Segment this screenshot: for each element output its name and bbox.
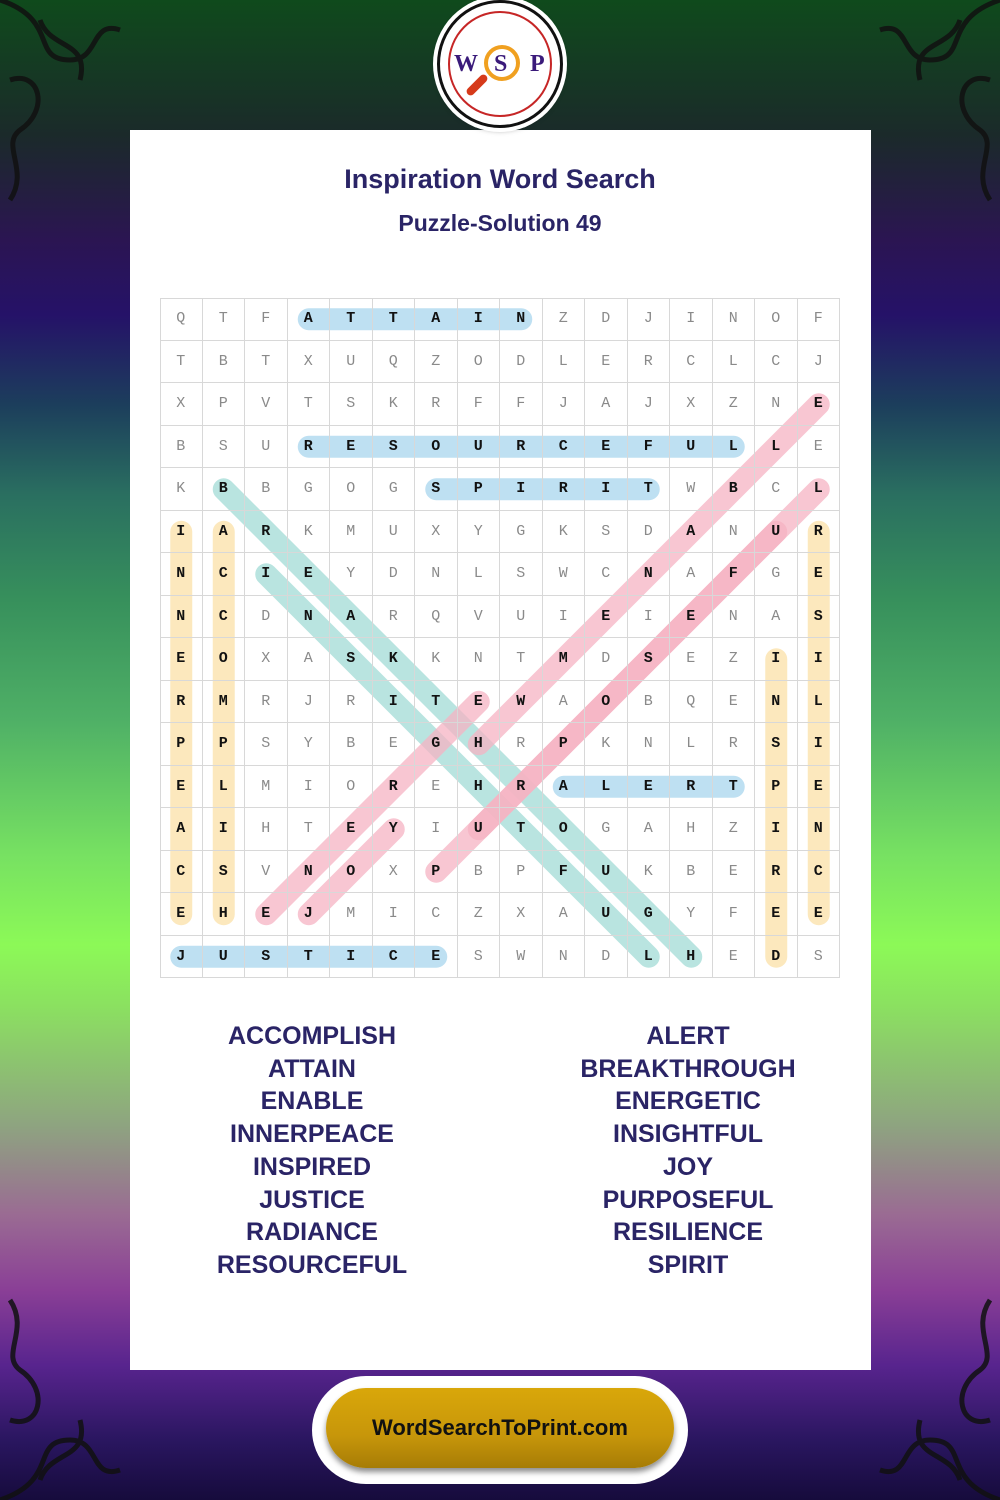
word-list-item: PURPOSEFUL [602, 1185, 774, 1214]
grid-cell[interactable]: E [798, 426, 841, 469]
grid-cell[interactable]: E [628, 766, 671, 809]
grid-cell[interactable]: J [798, 341, 841, 384]
grid-cell[interactable]: K [628, 851, 671, 894]
grid-cell[interactable]: O [415, 426, 458, 469]
grid-cell[interactable]: M [330, 893, 373, 936]
grid-cell[interactable]: X [415, 511, 458, 554]
word-list-item: ACCOMPLISH [227, 1022, 397, 1050]
grid-cell[interactable]: Y [373, 808, 416, 851]
grid-cell[interactable]: C [755, 341, 798, 384]
page-subtitle: Puzzle-Solution 49 [398, 210, 602, 236]
grid-cell[interactable]: R [160, 681, 203, 724]
grid-cell[interactable]: Q [415, 596, 458, 639]
grid-cell[interactable]: R [373, 766, 416, 809]
grid-cell[interactable]: G [500, 511, 543, 554]
grid-cell[interactable]: C [415, 893, 458, 936]
grid-cell[interactable]: K [373, 383, 416, 426]
grid-cell[interactable]: N [755, 681, 798, 724]
grid-cell[interactable]: E [373, 723, 416, 766]
site-logo[interactable] [437, 0, 563, 128]
word-list-item: INSPIRED [252, 1152, 372, 1181]
grid-cell[interactable]: A [543, 681, 586, 724]
grid-cell[interactable]: J [543, 383, 586, 426]
grid-cell[interactable]: R [798, 511, 841, 554]
grid-cell[interactable]: J [160, 936, 203, 979]
grid-cell[interactable]: U [585, 851, 628, 894]
word-list-item: RESOURCEFUL [216, 1250, 408, 1279]
logo-letter-w: W [454, 51, 478, 77]
grid-cell[interactable]: R [245, 511, 288, 554]
grid-cell[interactable]: Y [330, 553, 373, 596]
word-list-item: ENABLE [260, 1087, 364, 1116]
grid-cell[interactable]: P [755, 766, 798, 809]
grid-cell[interactable]: H [670, 936, 713, 979]
grid-cell[interactable]: N [458, 638, 501, 681]
grid-cell[interactable]: I [373, 893, 416, 936]
grid-cell[interactable]: S [203, 851, 246, 894]
grid-cell[interactable]: S [330, 383, 373, 426]
grid-cell[interactable]: R [500, 723, 543, 766]
grid-cell[interactable]: E [585, 596, 628, 639]
grid-cell[interactable]: N [543, 936, 586, 979]
grid-cell[interactable]: S [585, 511, 628, 554]
grid-cell[interactable]: E [160, 893, 203, 936]
grid-cell[interactable]: T [415, 681, 458, 724]
grid-cell[interactable]: L [585, 766, 628, 809]
grid-cell[interactable]: A [415, 298, 458, 341]
grid-cell[interactable]: M [203, 681, 246, 724]
grid-cell[interactable]: A [330, 596, 373, 639]
grid-cell[interactable]: Z [415, 341, 458, 384]
grid-cell[interactable]: Z [713, 808, 756, 851]
grid-cell[interactable]: K [543, 511, 586, 554]
grid-cell[interactable]: G [373, 468, 416, 511]
grid-cell[interactable]: U [755, 511, 798, 554]
grid-cell[interactable]: G [415, 723, 458, 766]
grid-cell[interactable]: I [798, 723, 841, 766]
grid-cell[interactable]: D [628, 511, 671, 554]
grid-cell[interactable]: A [160, 808, 203, 851]
grid-cell[interactable]: G [628, 893, 671, 936]
grid-cell[interactable]: S [458, 936, 501, 979]
grid-cell[interactable]: D [585, 936, 628, 979]
grid-cell[interactable]: J [288, 681, 331, 724]
grid-cell[interactable]: E [713, 936, 756, 979]
grid-cell[interactable]: C [203, 553, 246, 596]
grid-cell[interactable]: T [373, 298, 416, 341]
grid-cell[interactable]: T [245, 341, 288, 384]
grid-cell[interactable]: A [755, 596, 798, 639]
grid-cell[interactable]: E [160, 766, 203, 809]
grid-cell[interactable]: E [798, 383, 841, 426]
ornament-corner-bottom-left [0, 1280, 150, 1500]
grid-cell[interactable]: E [288, 553, 331, 596]
grid-cell[interactable]: R [288, 426, 331, 469]
grid-cell[interactable]: F [713, 893, 756, 936]
grid-cell[interactable]: V [245, 383, 288, 426]
grid-cell[interactable]: H [245, 808, 288, 851]
grid-cell[interactable]: H [458, 723, 501, 766]
grid-cell[interactable]: U [373, 511, 416, 554]
grid-cell[interactable]: Q [670, 681, 713, 724]
grid-cell[interactable]: I [755, 808, 798, 851]
grid-cell[interactable]: E [160, 638, 203, 681]
grid-cell[interactable]: I [585, 468, 628, 511]
grid-cell[interactable]: I [500, 468, 543, 511]
grid-cell[interactable]: X [373, 851, 416, 894]
grid-cell[interactable]: T [628, 468, 671, 511]
grid-cell[interactable]: K [373, 638, 416, 681]
grid-cell[interactable]: A [585, 383, 628, 426]
grid-cell[interactable]: H [458, 766, 501, 809]
word-list-item: INNERPEACE [230, 1120, 394, 1149]
grid-cell[interactable]: S [798, 596, 841, 639]
grid-cell[interactable]: Q [160, 298, 203, 341]
grid-cell[interactable]: A [543, 766, 586, 809]
grid-cell[interactable]: T [500, 808, 543, 851]
grid-cell[interactable]: T [288, 936, 331, 979]
grid-cell[interactable]: R [330, 681, 373, 724]
grid-cell[interactable]: N [500, 298, 543, 341]
word-list-item: INSIGHTFUL [613, 1120, 763, 1149]
grid-cell[interactable]: L [713, 426, 756, 469]
grid-cell[interactable]: I [798, 638, 841, 681]
word-list-item: SPIRIT [647, 1250, 729, 1279]
grid-cell[interactable]: B [458, 851, 501, 894]
grid-cell[interactable]: P [160, 723, 203, 766]
grid-cell[interactable]: E [330, 808, 373, 851]
grid-cell[interactable]: N [713, 596, 756, 639]
letter-grid [160, 298, 840, 978]
grid-cell[interactable]: N [288, 596, 331, 639]
grid-cell[interactable]: L [670, 723, 713, 766]
grid-cell[interactable]: R [628, 341, 671, 384]
grid-cell[interactable]: I [373, 681, 416, 724]
grid-cell[interactable]: X [245, 638, 288, 681]
grid-cell[interactable]: S [798, 936, 841, 979]
grid-cell[interactable]: C [755, 468, 798, 511]
grid-cell[interactable]: W [500, 936, 543, 979]
grid-cell[interactable]: H [203, 893, 246, 936]
grid-cell[interactable]: I [330, 936, 373, 979]
grid-cell[interactable]: Z [713, 383, 756, 426]
grid-cell[interactable]: N [628, 553, 671, 596]
grid-cell[interactable]: S [755, 723, 798, 766]
grid-cell[interactable]: T [288, 383, 331, 426]
grid-cell[interactable]: C [543, 426, 586, 469]
grid-cell[interactable]: C [203, 596, 246, 639]
grid-cell[interactable]: R [245, 681, 288, 724]
ornament-corner-bottom-right [850, 1280, 1000, 1500]
grid-cell[interactable]: F [245, 298, 288, 341]
grid-cell[interactable]: P [500, 851, 543, 894]
grid-cell[interactable]: V [245, 851, 288, 894]
grid-cell[interactable]: L [628, 936, 671, 979]
grid-cell[interactable]: J [628, 383, 671, 426]
grid-cell[interactable]: R [670, 766, 713, 809]
grid-cell[interactable]: L [713, 341, 756, 384]
grid-cell[interactable]: O [330, 468, 373, 511]
grid-cell[interactable]: X [160, 383, 203, 426]
grid-cell[interactable]: U [330, 341, 373, 384]
grid-cell[interactable]: D [585, 298, 628, 341]
grid-cell[interactable]: E [755, 893, 798, 936]
grid-cell[interactable]: I [160, 511, 203, 554]
grid-cell[interactable]: W [670, 468, 713, 511]
grid-cell[interactable]: D [755, 936, 798, 979]
grid-cell[interactable]: R [500, 426, 543, 469]
grid-cell[interactable]: U [245, 426, 288, 469]
page-title: Inspiration Word Search [344, 164, 656, 194]
grid-cell[interactable]: S [330, 638, 373, 681]
grid-cell[interactable]: E [585, 341, 628, 384]
grid-cell[interactable]: S [245, 723, 288, 766]
grid-cell[interactable]: J [288, 893, 331, 936]
word-list-item: RADIANCE [246, 1218, 378, 1247]
grid-cell[interactable]: O [585, 681, 628, 724]
logo-letter-p: P [530, 51, 545, 77]
grid-cell[interactable]: M [543, 638, 586, 681]
grid-cell[interactable]: I [458, 298, 501, 341]
grid-cell[interactable]: O [330, 851, 373, 894]
grid-cell[interactable]: D [500, 341, 543, 384]
word-list-item: ATTAIN [268, 1054, 356, 1083]
grid-cell[interactable]: M [330, 511, 373, 554]
grid-cell[interactable]: T [288, 808, 331, 851]
grid-cell[interactable]: Y [458, 511, 501, 554]
grid-cell[interactable]: X [670, 383, 713, 426]
grid-cell[interactable]: E [415, 936, 458, 979]
grid-cell[interactable]: N [713, 511, 756, 554]
grid-cell[interactable]: P [203, 383, 246, 426]
grid-cell[interactable]: N [288, 851, 331, 894]
grid-cell[interactable]: F [798, 298, 841, 341]
grid-cell[interactable]: I [755, 638, 798, 681]
grid-cell[interactable]: B [670, 851, 713, 894]
grid-cell[interactable]: K [585, 723, 628, 766]
grid-cell[interactable]: Q [373, 341, 416, 384]
grid-cell[interactable]: E [458, 681, 501, 724]
grid-cell[interactable]: S [203, 426, 246, 469]
grid-cell[interactable]: E [713, 851, 756, 894]
grid-cell[interactable]: U [203, 936, 246, 979]
grid-cell[interactable]: R [543, 468, 586, 511]
word-list-item: JUSTICE [259, 1185, 365, 1214]
grid-cell[interactable]: X [500, 893, 543, 936]
grid-cell[interactable]: B [330, 723, 373, 766]
grid-cell[interactable]: S [373, 426, 416, 469]
grid-cell[interactable]: E [670, 638, 713, 681]
grid-cell[interactable]: O [458, 341, 501, 384]
word-list-item: ALERT [646, 1022, 730, 1050]
grid-cell[interactable]: B [628, 681, 671, 724]
grid-cell[interactable]: I [628, 596, 671, 639]
grid-cell[interactable]: U [670, 426, 713, 469]
word-search-grid [160, 298, 840, 978]
grid-cell[interactable]: B [203, 468, 246, 511]
grid-cell[interactable]: O [330, 766, 373, 809]
grid-cell[interactable]: U [458, 426, 501, 469]
grid-cell[interactable]: C [585, 553, 628, 596]
grid-cell[interactable]: E [798, 766, 841, 809]
grid-cell[interactable]: A [670, 511, 713, 554]
grid-cell[interactable]: B [713, 468, 756, 511]
grid-cell[interactable]: N [160, 596, 203, 639]
grid-cell[interactable]: F [500, 383, 543, 426]
grid-cell[interactable]: W [543, 553, 586, 596]
grid-cell[interactable]: N [755, 383, 798, 426]
grid-cell[interactable]: C [160, 851, 203, 894]
grid-cell[interactable]: A [203, 511, 246, 554]
grid-cell[interactable]: L [458, 553, 501, 596]
grid-cell[interactable]: O [755, 298, 798, 341]
grid-cell[interactable]: E [245, 893, 288, 936]
grid-cell[interactable]: R [755, 851, 798, 894]
grid-cell[interactable]: Y [288, 723, 331, 766]
grid-cell[interactable]: E [798, 893, 841, 936]
grid-cell[interactable]: G [755, 553, 798, 596]
grid-cell[interactable]: I [245, 553, 288, 596]
grid-cell[interactable]: D [245, 596, 288, 639]
grid-cell[interactable]: D [585, 638, 628, 681]
grid-cell[interactable]: F [628, 426, 671, 469]
grid-cell[interactable]: J [628, 298, 671, 341]
grid-cell[interactable]: G [585, 808, 628, 851]
grid-cell[interactable]: N [415, 553, 458, 596]
grid-cell[interactable]: R [713, 723, 756, 766]
grid-cell[interactable]: K [288, 511, 331, 554]
grid-cell[interactable]: P [458, 468, 501, 511]
grid-cell[interactable]: A [543, 893, 586, 936]
grid-cell[interactable]: E [713, 681, 756, 724]
grid-cell[interactable]: V [458, 596, 501, 639]
grid-cell[interactable]: N [628, 723, 671, 766]
grid-cell[interactable]: K [160, 468, 203, 511]
grid-cell[interactable]: U [500, 596, 543, 639]
grid-cell[interactable]: L [755, 426, 798, 469]
grid-cell[interactable]: I [288, 766, 331, 809]
grid-cell[interactable]: O [203, 638, 246, 681]
grid-cell[interactable]: L [543, 341, 586, 384]
grid-cell[interactable]: M [245, 766, 288, 809]
grid-cell[interactable]: C [798, 851, 841, 894]
grid-cell[interactable]: U [458, 808, 501, 851]
grid-cell[interactable]: G [288, 468, 331, 511]
grid-cell[interactable]: P [415, 851, 458, 894]
grid-cell[interactable]: A [288, 298, 331, 341]
logo-letter-s: S [494, 51, 508, 77]
grid-cell[interactable]: B [203, 341, 246, 384]
grid-cell[interactable]: N [798, 808, 841, 851]
grid-cell[interactable]: S [415, 468, 458, 511]
grid-cell[interactable]: S [245, 936, 288, 979]
grid-cell[interactable]: Y [670, 893, 713, 936]
grid-cell[interactable]: B [160, 426, 203, 469]
grid-cell[interactable]: W [500, 681, 543, 724]
word-list-item: RESILIENCE [612, 1218, 764, 1247]
grid-cell[interactable]: N [160, 553, 203, 596]
grid-cell[interactable]: E [330, 426, 373, 469]
grid-cell[interactable]: L [798, 681, 841, 724]
site-link-button-face[interactable] [326, 1388, 674, 1468]
grid-cell[interactable]: L [798, 468, 841, 511]
word-list-right [488, 1020, 888, 1282]
grid-cell[interactable]: R [415, 383, 458, 426]
grid-cell[interactable]: Z [458, 893, 501, 936]
grid-cell[interactable]: U [585, 893, 628, 936]
grid-cell[interactable]: C [670, 341, 713, 384]
grid-cell[interactable]: T [330, 298, 373, 341]
grid-cell[interactable]: A [628, 808, 671, 851]
grid-cell[interactable]: E [585, 426, 628, 469]
grid-cell[interactable]: H [670, 808, 713, 851]
word-list-item: BREAKTHROUGH [580, 1054, 796, 1083]
grid-cell[interactable]: L [203, 766, 246, 809]
grid-cell[interactable]: E [415, 766, 458, 809]
grid-cell[interactable]: P [203, 723, 246, 766]
grid-cell[interactable]: S [628, 638, 671, 681]
grid-cell[interactable]: T [160, 341, 203, 384]
grid-cell[interactable]: S [500, 553, 543, 596]
grid-cell[interactable]: I [203, 808, 246, 851]
grid-cell[interactable]: T [500, 638, 543, 681]
grid-cell[interactable]: I [415, 808, 458, 851]
grid-cell[interactable]: C [373, 936, 416, 979]
grid-cell[interactable]: T [713, 766, 756, 809]
grid-cell[interactable]: F [543, 851, 586, 894]
grid-cell[interactable]: A [670, 553, 713, 596]
grid-cell[interactable]: X [288, 341, 331, 384]
grid-cell[interactable]: R [373, 596, 416, 639]
word-list-left [112, 1020, 512, 1282]
grid-cell[interactable]: Z [543, 298, 586, 341]
grid-cell[interactable]: F [713, 553, 756, 596]
grid-cell[interactable]: T [203, 298, 246, 341]
grid-cell[interactable]: D [373, 553, 416, 596]
word-list-item: JOY [662, 1152, 714, 1181]
grid-cell[interactable]: A [288, 638, 331, 681]
grid-cell[interactable]: N [713, 298, 756, 341]
grid-cell[interactable]: P [543, 723, 586, 766]
site-link-button[interactable] [312, 1376, 688, 1484]
grid-cell[interactable]: B [245, 468, 288, 511]
grid-cell[interactable]: O [543, 808, 586, 851]
grid-cell[interactable]: E [798, 553, 841, 596]
grid-cell[interactable]: Z [713, 638, 756, 681]
grid-cell[interactable]: I [670, 298, 713, 341]
grid-cell[interactable]: I [543, 596, 586, 639]
grid-cell[interactable]: E [670, 596, 713, 639]
grid-cell[interactable]: F [458, 383, 501, 426]
site-link-label: WordSearchToPrint.com [372, 1415, 628, 1440]
grid-cell[interactable]: K [415, 638, 458, 681]
word-list-item: ENERGETIC [615, 1087, 761, 1116]
grid-cell[interactable]: R [500, 766, 543, 809]
